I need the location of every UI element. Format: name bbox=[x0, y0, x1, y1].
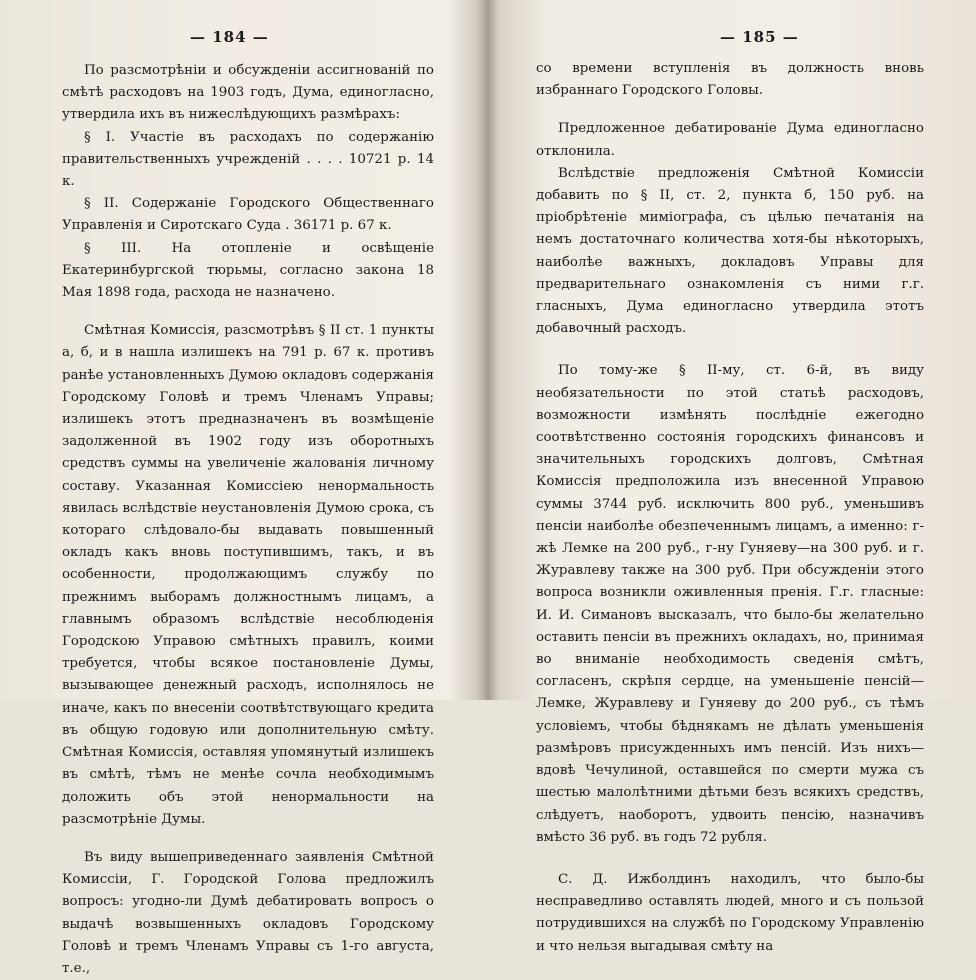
paragraph: Въ виду вышеприведеннаго заявленія Смѣтной Комиссіи, Г. Городской Голова предложилъ вопросъ: угодно-ли Думѣ дебатировать вопросъ о выдачѣ возвышенныхъ окладовъ Городскому Головѣ и тремъ Членамъ Управы съ 1-го августа, т.е., bbox=[62, 849, 434, 976]
left-text-column bbox=[62, 60, 434, 980]
budget-item: § III. На отопленіе и освѣщеніе Екатеринбургской тюрьмы, согласно закона 18 Мая 1898 года, расхода не назначено. bbox=[62, 240, 434, 301]
paragraph: со времени вступленія въ должность вновь избраннаго Городского Головы. bbox=[536, 61, 924, 99]
budget-item: § II. Содержаніе Городского Общественнаго Управленія и Сиротскаго Суда . 36171 р. 67 к. bbox=[62, 196, 434, 234]
paragraph: С. Д. Ижболдинъ находилъ, что было-бы несправедливо оставлять людей, много и съ пользой потрудившихся на службѣ по Городскому Управленію и что нельзя выгадывая смѣту на bbox=[536, 871, 924, 954]
page-number-184: — 184 — bbox=[190, 28, 269, 46]
paragraph: По тому-же § II-му, ст. 6-й, въ виду необязательности по этой статьѣ расходовъ, возможности измѣнять послѣдніе ежегодно соотвѣтственно состоянія городскихъ финансовъ и значительныхъ городскихъ долговъ, Смѣтная Комиссія предположила изъ внесенной Управою суммы 3744 руб. исключить 800 руб., уменьшивъ пенсіи наиболѣе обезпеченнымъ лицамъ, а именно: г-жѣ Лемке на 200 руб., г-ну Гуняеву—на 300 руб. и г. Журавлеву также на 300 руб. При обсужденіи этого вопроса возникли оживленныя пренія. Г.г. гласные: И. И. Симановъ высказалъ, что было-бы желательно оставить пенсіи въ прежнихъ окладахъ, но, принимая во вниманіе необходимость сведенія смѣтъ, согласенъ, скрѣпя сердце, на уменьшеніе пенсій—Лемке, Журавлеву и Гуняеву до 200 руб., съ тѣмъ условіемъ, чтобы бѣднякамъ не дѣлать уменьшенія размѣровъ присужденныхъ имъ пенсій. Изъ нихъ—вдовѣ Чечулиной, оставшейся по смерти мужа съ шестью малолѣтними дѣтьми безъ всякихъ средствъ, слѣдуетъ, наоборотъ, удвоить пенсію, назначивъ вмѣсто 36 руб. въ годъ 72 рубля. bbox=[536, 363, 924, 845]
budget-item: § I. Участіе въ расходахъ по содержанію правительственныхъ учрежденій . . . . 10721 р. 14 к. bbox=[62, 129, 434, 190]
left-page bbox=[0, 0, 488, 976]
paragraph: По разсмотрѣніи и обсужденіи ассигнованій по смѣтѣ расходовъ на 1903 годъ, Дума, единогласно, утвердила ихъ въ нижеслѣдующихъ размѣрахъ: bbox=[62, 63, 434, 123]
paragraph: Предложенное дебатированіе Дума единогласно отклонила. bbox=[536, 121, 924, 159]
right-page bbox=[488, 0, 976, 954]
page-number-185: — 185 — bbox=[720, 28, 799, 46]
paragraph: Вслѣдствіе предложенія Смѣтной Комиссіи добавить по § II, ст. 2, пункта б, 150 руб. на пріобрѣтеніе миміографа, съ цѣлью печатанія на немъ достаточнаго количества хотя-бы нѣкоторыхъ, наиболѣе важныхъ, докладовъ Управы для предварительнаго ознакомленія съ ними г.г. гласныхъ, Дума единогласно утвердила этотъ добавочный расходъ. bbox=[536, 165, 924, 337]
right-text-column bbox=[536, 58, 924, 958]
paragraph: Смѣтная Комиссія, разсмотрѣвъ § II ст. 1 пункты а, б, и в нашла излишекъ на 791 р. 67 к. противъ ранѣе установленныхъ Думою окладовъ содержанія Городскому Головѣ и тремъ Членамъ Управы; излишекъ этотъ предназначенъ въ возмѣщеніе задолженной въ 1902 году изъ оборотныхъ средствъ суммы на увеличеніе жалованія личному составу. Указанная Комиссіею ненормальность явилась вслѣдствіе неустановленія Думою срока, съ котораго слѣдовало-бы выдавать повышенный окладъ какъ вновь поступившимъ, такъ, и въ особенности, продолжающимъ службу по прежнимъ выборамъ должностнымъ лицамъ, а главнымъ образомъ вслѣдствіе несоблюденія Городскою Управою смѣтныхъ правилъ, коими требуется, чтобы всякое постановленіе Думы, вызывающее денежный расходъ, исполнялось не иначе, какъ по внесеніи соотвѣтствующаго кредита въ общую годовую или дополнительную смѣту. Смѣтная Комиссія, оставляя упомянутый излишекъ въ смѣтѣ, тѣмъ не менѣе сочла необходимымъ доложить объ этой ненормальности на разсмотрѣніе Думы. bbox=[62, 323, 434, 827]
